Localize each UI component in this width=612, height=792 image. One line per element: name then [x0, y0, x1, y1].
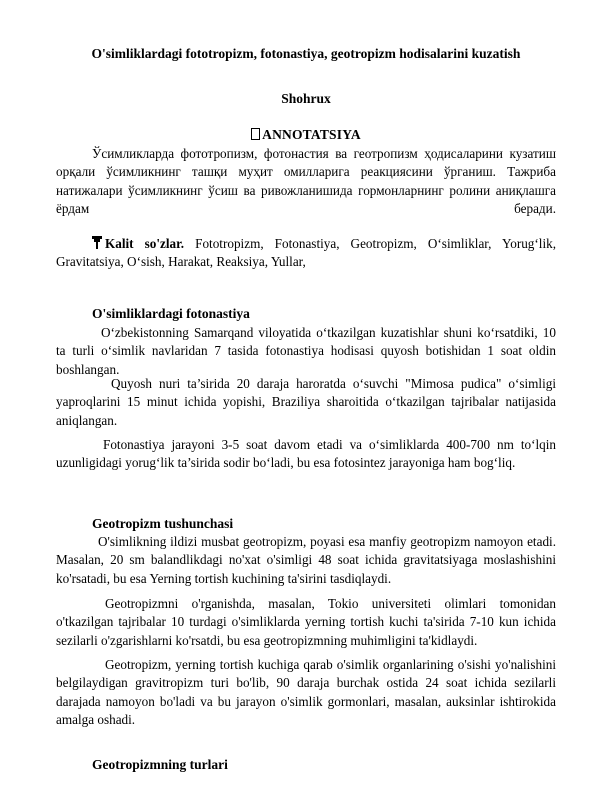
section-heading: O'simliklardagi fotonastiya — [92, 306, 250, 321]
keywords-text: Fototropizm, Fotonastiya, Geotropizm, O‘simliklar, Yorug‘lik, Gravitatsiya, O‘sish, Harakat, Reaksiya, Yullar, — [56, 236, 557, 270]
author-name: Shohrux — [281, 91, 331, 106]
annotation-heading — [0, 127, 612, 143]
section-paragraph: Fotonastiya jarayoni 3-5 soat davom etadi va o‘simliklarda 400-700 nm to‘lqin uzunligidagi yorug‘lik ta’sirida sodir bo‘ladi, bu esa fotosintez jarayoniga ham bog‘liq. — [56, 437, 556, 471]
keywords-label: Kalit so'zlar. — [105, 236, 185, 251]
pin-icon — [92, 236, 102, 249]
section-paragraph: O'simlikning ildizi musbat geotropizm, poyasi esa manfiy geotropizm namoyon etadi. Masalan, 20 sm balandlikdagi no'xat o'simligi 48 soat ichida gravitatsiyaga moslashishini ko'rsatadi, bu esa Yerning tortish kuchining ta'sirini tasdiqlaydi. — [56, 534, 556, 586]
section-paragraph: Geotropizmni o'rganishda, masalan, Tokio universiteti olimlari tomonidan o'tkazilgan tajribalar 10 turdagi o'simliklarda yerning tortish kuchi ta'sirida 7-10 kun ichida sezilarli o'zgarishlarni ko'rsatdi, bu esa geotropizmning muhimligini ta'kidlaydi. — [56, 596, 556, 648]
section-heading: Geotropizmning turlari — [92, 757, 228, 772]
section-heading: Geotropizm tushunchasi — [92, 516, 234, 531]
section-paragraph: O‘zbekistonning Samarqand viloyatida o‘tkazilgan kuzatishlar shuni ko‘rsatdiki, 10 ta turli o‘simlik navlaridan 7 tasida fotonastiya hodisasi quyosh botishidan 1 soat oldin boshlangan. — [56, 325, 556, 377]
annotation-heading-text: ANNOTATSIYA — [262, 127, 361, 142]
document-title: O'simliklardagi fototropizm, fotonastiya, geotropizm hodisalarini kuzatish — [91, 46, 521, 61]
section-paragraph: Geotropizm, yerning tortish kuchiga qarab o'simlik organlarining o'sishi yo'nalishini belgilaydigan gravitropizm turi bo'lib, 90 daraja burchak ostida 24 soat ichida sezilarli darajada namoyon bo'ladi va bu jarayon o'simlik gormonlari, masalan, auksinlar ishtirokida amalga oshadi. — [56, 657, 556, 727]
section-paragraph: Quyosh nuri ta’sirida 20 daraja haroratda o‘suvchi "Mimosa pudica" o‘simligi yaproqlarini 15 minut ichida yopishi, Braziliya sharoitida o‘tkazilgan tajribalar natijasida aniqlangan. — [56, 376, 556, 428]
placeholder-box-icon — [251, 128, 260, 140]
annotation-text: Ўсимликларда фототропизм, фотонастия ва геотропизм ҳодисаларини кузатиш орқали ўсимликнинг ташқи муҳит омилларига реакциясини ўрганиш. Тажриба натижалари ўсимликнинг ўсиш ва ривожланишида гормонларнинг ролини аниқлашга ёрдам беради. — [56, 146, 556, 216]
keywords-paragraph — [56, 235, 556, 272]
